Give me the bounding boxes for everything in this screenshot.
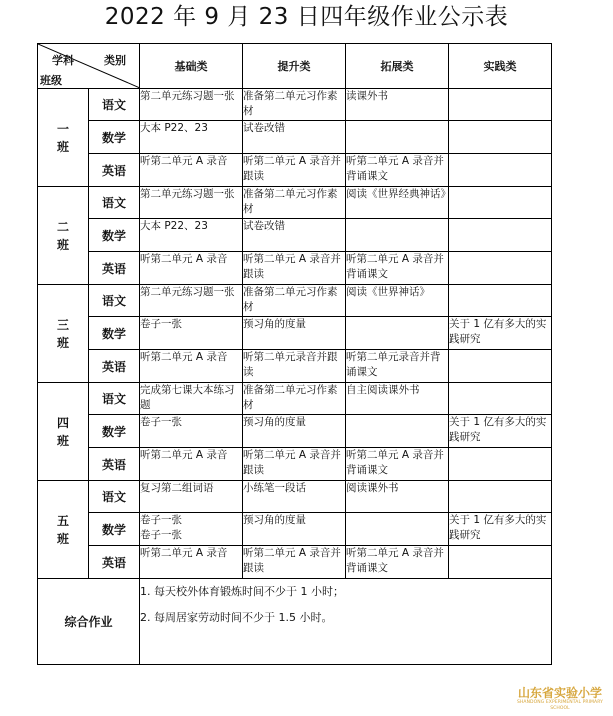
task-cell-improve: 预习角的度量 <box>243 415 346 448</box>
class-name-cell: 三 班 <box>38 285 89 383</box>
task-cell-improve: 小练笔一段话 <box>243 481 346 513</box>
task-cell-practice <box>449 252 552 285</box>
task-cell-basic: 完成第七课大本练习题 <box>140 383 243 415</box>
task-cell-extend: 阅读《世界神话》 <box>346 285 449 317</box>
table-row <box>38 187 552 219</box>
subject-cell: 英语 <box>89 546 140 579</box>
task-cell-extend <box>346 219 449 252</box>
task-cell-basic: 听第二单元 A 录音 <box>140 546 243 579</box>
header-row <box>38 44 552 89</box>
subject-cell: 数学 <box>89 513 140 546</box>
task-cell-basic: 大本 P22、23 <box>140 219 243 252</box>
task-cell-improve: 准备第二单元习作素材 <box>243 89 346 121</box>
class-label: 班级 <box>40 74 62 87</box>
task-cell-improve: 准备第二单元习作素材 <box>243 285 346 317</box>
task-cell-basic: 听第二单元 A 录音 <box>140 252 243 285</box>
table-row <box>38 546 552 579</box>
subject-cell: 英语 <box>89 252 140 285</box>
subject-cell: 数学 <box>89 219 140 252</box>
task-cell-practice <box>449 154 552 187</box>
task-cell-extend: 听第二单元 A 录音并背诵课文 <box>346 546 449 579</box>
table-body <box>38 89 552 665</box>
task-cell-practice: 关于 1 亿有多大的实践研究 <box>449 415 552 448</box>
task-cell-basic: 听第二单元 A 录音 <box>140 154 243 187</box>
subject-cell: 语文 <box>89 383 140 415</box>
header-diagonal-cell <box>38 44 140 89</box>
task-cell-extend <box>346 317 449 350</box>
task-cell-practice <box>449 546 552 579</box>
table-row <box>38 89 552 121</box>
page-title: 2022 年 9 月 23 日四年级作业公示表 <box>104 4 509 30</box>
task-cell-practice <box>449 383 552 415</box>
class-name-cell: 一 班 <box>38 89 89 187</box>
task-cell-improve: 准备第二单元习作素材 <box>243 187 346 219</box>
task-cell-improve: 预习角的度量 <box>243 317 346 350</box>
task-cell-extend <box>346 513 449 546</box>
task-cell-extend: 读课外书 <box>346 89 449 121</box>
task-cell-practice <box>449 285 552 317</box>
comprehensive-row <box>38 579 552 665</box>
table-row <box>38 481 552 513</box>
task-cell-improve: 听第二单元 A 录音并跟读 <box>243 252 346 285</box>
table-row <box>38 350 552 383</box>
task-cell-basic: 卷子一张 卷子一张 <box>140 513 243 546</box>
table-row <box>38 285 552 317</box>
table-row <box>38 252 552 285</box>
task-cell-improve: 听第二单元录音并跟读 <box>243 350 346 383</box>
subject-cell: 语文 <box>89 187 140 219</box>
table-row <box>38 415 552 448</box>
task-cell-basic: 复习第二组词语 <box>140 481 243 513</box>
logo-subtext: SHANDONG EXPERIMENTAL PRIMARY SCHOOL <box>516 700 604 711</box>
task-cell-practice <box>449 481 552 513</box>
subject-cell: 语文 <box>89 89 140 121</box>
table-row <box>38 317 552 350</box>
task-cell-basic: 听第二单元 A 录音 <box>140 448 243 481</box>
table-row <box>38 154 552 187</box>
task-cell-basic: 第二单元练习题一张 <box>140 89 243 121</box>
task-cell-practice <box>449 121 552 154</box>
subject-cell: 语文 <box>89 481 140 513</box>
table-row <box>38 121 552 154</box>
table-row <box>38 383 552 415</box>
logo-text: 山东省实验小学 <box>517 686 602 700</box>
subject-cell: 数学 <box>89 121 140 154</box>
task-cell-basic: 卷子一张 <box>140 317 243 350</box>
task-cell-practice <box>449 187 552 219</box>
task-cell-extend <box>346 415 449 448</box>
subject-cell: 英语 <box>89 350 140 383</box>
homework-table <box>37 43 552 665</box>
task-cell-practice <box>449 219 552 252</box>
column-header-practice: 实践类 <box>449 44 552 89</box>
table-row <box>38 448 552 481</box>
column-header-improve: 提升类 <box>243 44 346 89</box>
subject-cell: 数学 <box>89 415 140 448</box>
table-row <box>38 219 552 252</box>
school-logo <box>508 686 612 712</box>
task-cell-basic: 第二单元练习题一张 <box>140 285 243 317</box>
task-cell-extend: 听第二单元 A 录音并背诵课文 <box>346 252 449 285</box>
task-cell-improve: 预习角的度量 <box>243 513 346 546</box>
task-cell-improve: 试卷改错 <box>243 219 346 252</box>
subject-cell: 英语 <box>89 154 140 187</box>
comprehensive-item: 2. 每周居家劳动时间不少于 1.5 小时。 <box>140 611 333 624</box>
comprehensive-item: 1. 每天校外体育锻炼时间不少于 1 小时； <box>140 585 344 598</box>
column-header-basic: 基础类 <box>140 44 243 89</box>
task-cell-basic: 第二单元练习题一张 <box>140 187 243 219</box>
table-row <box>38 513 552 546</box>
task-cell-improve: 试卷改错 <box>243 121 346 154</box>
task-cell-improve: 听第二单元 A 录音并跟读 <box>243 154 346 187</box>
task-cell-improve: 准备第二单元习作素材 <box>243 383 346 415</box>
comprehensive-label: 综合作业 <box>38 579 140 665</box>
task-cell-improve: 听第二单元 A 录音并跟读 <box>243 546 346 579</box>
class-name-cell: 二 班 <box>38 187 89 285</box>
task-cell-extend: 自主阅读课外书 <box>346 383 449 415</box>
class-name-cell: 五 班 <box>38 481 89 579</box>
task-cell-extend: 听第二单元 A 录音并背诵课文 <box>346 154 449 187</box>
column-header-extend: 拓展类 <box>346 44 449 89</box>
task-cell-extend: 阅读《世界经典神话》 <box>346 187 449 219</box>
task-cell-practice: 关于 1 亿有多大的实践研究 <box>449 317 552 350</box>
task-cell-extend: 听第二单元 A 录音并背诵课文 <box>346 448 449 481</box>
task-cell-basic: 听第二单元 A 录音 <box>140 350 243 383</box>
comprehensive-content <box>140 579 552 665</box>
subject-cell: 数学 <box>89 317 140 350</box>
class-name-cell: 四 班 <box>38 383 89 481</box>
type-label: 类别 <box>104 54 126 67</box>
subject-label: 学科 <box>52 54 74 67</box>
task-cell-basic: 卷子一张 <box>140 415 243 448</box>
task-cell-practice <box>449 89 552 121</box>
task-cell-extend: 听第二单元录音并背诵课文 <box>346 350 449 383</box>
task-cell-basic: 大本 P22、23 <box>140 121 243 154</box>
task-cell-extend <box>346 121 449 154</box>
task-cell-practice <box>449 350 552 383</box>
task-cell-improve: 听第二单元 A 录音并跟读 <box>243 448 346 481</box>
task-cell-practice <box>449 448 552 481</box>
subject-cell: 英语 <box>89 448 140 481</box>
task-cell-extend: 阅读课外书 <box>346 481 449 513</box>
task-cell-practice: 关于 1 亿有多大的实践研究 <box>449 513 552 546</box>
subject-cell: 语文 <box>89 285 140 317</box>
